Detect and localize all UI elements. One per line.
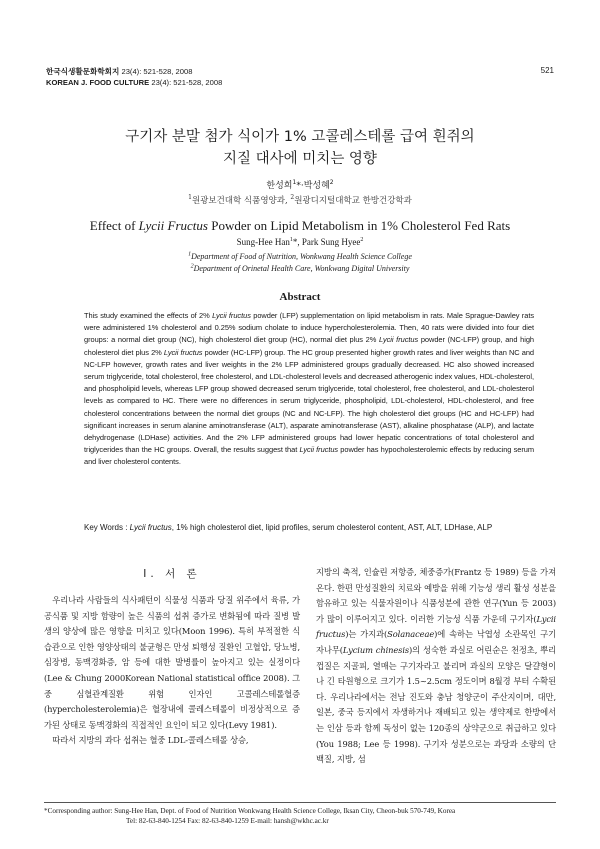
right-text-2: )는 가지과( (345, 629, 388, 640)
english-title (0, 218, 600, 234)
abstract-italic-3: Lycii fructus (163, 347, 203, 357)
english-affiliation-2 (0, 263, 600, 275)
journal-name-en: KOREAN J. FOOD CULTURE (46, 78, 150, 87)
abstract-text-1: This study examined the effects of 2% (84, 311, 213, 320)
abstract-text-4: powder (HC-LFP) group. The HC group presented higher growth rates and liver weights than NC and NC-LFP however, growth rates and liver weights in the 2% LFP administered groups gradually decreased. HC also showed increased serum triglyceride, total cholesterol, free cholesterol, and LDL-cholesterol levels and decreased atherogenic index values, HDL-cholesterol, and phospholipid levels, whereas LFP group showed decreased serum triglyceride, total cholesterol, free cholesterol, and LDL-cholesterol levels as compared to HC. There were no differences in serum triglyceride, phospholipid, LDL-cholesterol, HDL-cholesterol, and free cholesterol concentrations between the normal diet groups (NC and NC-LFP). The high cholesterol diet groups (HC and HC-LFP) had significant increases in serum alanine aminotransferase (ALT), asparate aminotransferase (AST), alkaline phosphatase (ALP), and lactate dehydrogenase (LDHase) activities. And the 2% LFP administered groups had lower hepatic concentrations of total cholesterol and triglycerides than the HC groups. Overall, the results suggest that (84, 347, 534, 455)
affil-2-ko: 원광디지털대학교 한방건강학과 (294, 196, 412, 206)
journal-name-ko: 한국식생활문화학회지 (46, 67, 120, 76)
author-separator-en: *, (292, 237, 302, 247)
affil-1-en: Department of Food of Nutrition, Wonkwang Health Science College (191, 252, 412, 261)
author-2-ko-sup: 2 (329, 179, 334, 186)
footnote-divider (44, 802, 556, 803)
affil-2-en-sup: 2 (190, 262, 194, 269)
right-text-4: )의 성숙한 과실로 어린순은 천정초, 뿌리 껍질은 지골피, 열매는 구기자라고 불리며 과실의 모양은 달걀형이나 긴 타원형으로 크기가 1.5~2.5cm 정도이며 8월경 부터 수확된다. 우리나라에서는 전남 진도와 충남 청양군이 주산지이며, 대만, 일본, 중국 등지에서 자생하거나 재배되고 있는 생약제로 한방에서는 인삼 등과 함께 독성이 없는 120종의 상약군으로 취급하고 있다(You 1988; Lee 등 1998). 구기자 성분으로는 과당과 소량의 단백질, 지방, 섬 (316, 644, 556, 765)
author-separator-ko: *· (296, 181, 304, 191)
author-1-ko-sup: 1 (292, 179, 297, 186)
footnote (44, 806, 564, 826)
author-2-ko: 박성혜 (303, 181, 330, 191)
right-text-1: 지방의 축적, 인슐린 저항증, 체중증가(Frantz 등 1989) 등을 가져온다. 한편 만성질환의 치료와 예방을 위해 기능성 생리 활성 성분을 함유하고 있는 식물자원이나 식품성분에 관한 연구(Yun 등 2003)가 많이 이루어지고 있다. 이러한 기능성 식품 가운데 구기자( (316, 567, 556, 624)
author-1-ko: 한성희 (266, 181, 293, 191)
journal-header-en (46, 77, 222, 88)
intro-paragraph-2: 따라서 지방의 과다 섭취는 혈중 LDL-콜레스테롤 상승, (52, 735, 249, 746)
abstract-italic-2: Lycii fructus (379, 335, 419, 345)
affil-1-ko-sup: 1 (188, 194, 192, 202)
abstract-text-2: powder (LFP) supplementation on lipid metabolism in rats. Male Sprague-Dawley rats were administered 1% cholesterol and 0.25% sodium cholate to induce hypercholesterolemia. Then, 40 rats were divided into four diet groups: a normal diet group (NC), high cholesterol diet group (HC), normal diet plus 2% (84, 311, 535, 345)
right-column (316, 565, 556, 768)
affil-1-en-sup: 1 (188, 251, 192, 258)
author-1-en: Sung-Hee Han (236, 237, 290, 247)
journal-header (46, 66, 222, 88)
citation-ko: 23(4): 521-528, 2008 (121, 67, 193, 76)
intro-paragraph-continued (316, 565, 556, 768)
korean-title-line2: 지질 대사에 미치는 영향 (223, 151, 377, 167)
english-affiliations (0, 251, 600, 274)
section-heading-introduction: I. 서 론 (143, 568, 201, 580)
abstract-italic-1: Lycii fructus (212, 311, 251, 320)
affil-2-ko-sup: 2 (290, 194, 295, 202)
korean-affiliations (0, 194, 600, 206)
intro-paragraph-1: 우리나라 사람들의 식사패턴이 식물성 식품과 당질 위주에서 육류, 가공식품 및 지방 함량이 높은 식품의 섭취 증가로 변화됨에 따라 질병 발생의 양상에 많은 영향을 미치고 있다(Moon 1996). 특히 부적절한 식습관으로 인한 영양상태의 불균형은 만성 퇴행성 질환인 고혈압, 당뇨병, 심장병, 동맥경화증, 암 등에 대한 발병률이 높아지고 있는 실정이다(Lee & Chung 2000Korean National statistical office 2008). 그 중 심혈관계질환 위험 인자인 고콜레스테롤혈증(hypercholesterolemia)은 혈장내에 콜레스테롤이 비정상적으로 증가된 상태로 동맥경화의 직접적인 요인이 되고 있다(Levy 1981). (44, 595, 300, 730)
keywords (84, 523, 554, 532)
english-title-italic: Lycii Fructus (138, 218, 208, 233)
author-1-en-sup: 1 (289, 237, 293, 243)
abstract-text-5: powder has hypocholesterolemic effects by reducing serum and liver cholesterol contents. (84, 445, 534, 467)
author-2-en-sup: 2 (360, 237, 364, 243)
keywords-italic: Lycii fructus (129, 523, 172, 532)
keywords-rest: , 1% high cholesterol diet, lipid profiles, serum cholesterol content, AST, ALT, LDHase, ALP (171, 523, 493, 532)
abstract-body (84, 310, 534, 469)
right-text-3: )에 속하는 낙엽성 소관목인 구기자나무( (316, 629, 556, 655)
affil-2-en: Department of Orinetal Health Care, Wonkwang Digital University (193, 263, 410, 273)
footnote-contact: Tel: 82-63-840-1254 Fax: 82-63-840-1259 E-mail: hansh@wkhc.ac.kr (126, 817, 329, 825)
english-affiliation-1 (0, 251, 600, 263)
author-2-en: Park Sung Hyee (301, 237, 361, 247)
korean-title-line1: 구기자 분말 첨가 식이가 1% 고콜레스테롤 급여 흰쥐의 (125, 129, 475, 145)
abstract-heading: Abstract (279, 291, 321, 303)
affil-1-ko: 원광보건대학 식품영양과, (191, 196, 291, 206)
keywords-label: Key Words : (84, 523, 130, 532)
footnote-correspondence: *Corresponding author: Sung-Hee Han, Dept. of Food of Nutrition Wonkwang Health Science College, Iksan City, Cheon-buk 570-749, Korea (44, 807, 456, 815)
right-italic-3: Lycium chinesis (342, 644, 410, 655)
english-title-post: Powder on Lipid Metabolism in 1% Cholesterol Fed Rats (207, 218, 511, 233)
abstract-text-3: powder (NC-LFP) group, and high cholesterol diet plus 2% (84, 335, 534, 357)
page-number: 521 (540, 66, 554, 75)
citation-en: 23(4): 521-528, 2008 (151, 78, 223, 87)
right-italic-2: Solanaceae (387, 629, 435, 640)
abstract-italic-4: Lycii fructus (299, 445, 339, 455)
english-title-pre: Effect of (89, 218, 139, 233)
right-italic-1: Lycii fructus (316, 613, 556, 640)
korean-authors (0, 178, 600, 191)
left-column (44, 593, 300, 749)
korean-title (0, 126, 600, 170)
english-authors (0, 237, 600, 247)
journal-header-ko (46, 66, 222, 77)
